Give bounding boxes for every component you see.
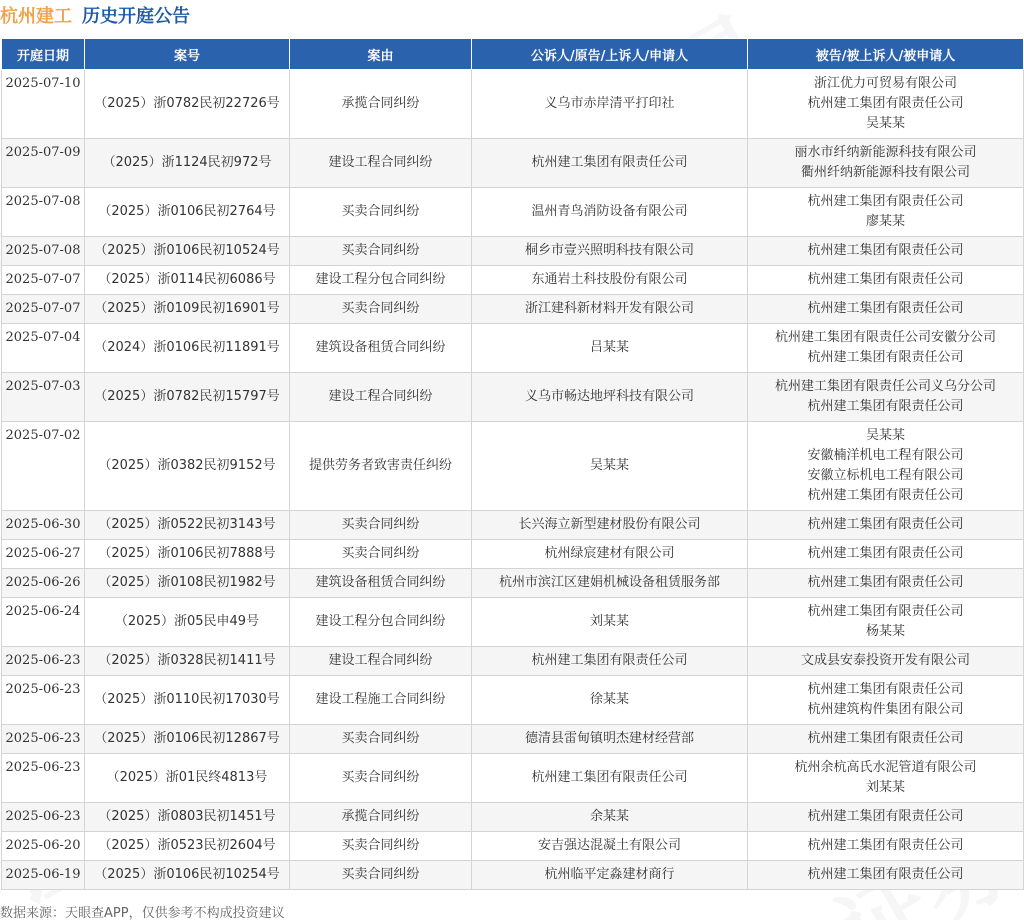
- column-header-date: 开庭日期: [2, 39, 85, 70]
- defendant-name: 安徽楠洋机电工程有限公司: [807, 448, 964, 463]
- table-row: [2, 569, 1024, 598]
- plaintiff-cell: [472, 569, 748, 598]
- plaintiff-cell: [472, 598, 748, 647]
- defendant-name: 杭州建工集团有限责任公司: [807, 731, 964, 746]
- defendant-name: 丽水市纤纳新能源科技有限公司: [794, 145, 977, 160]
- plaintiff-name: 徐某某: [589, 692, 629, 707]
- defendant-cell: [748, 569, 1024, 598]
- table-row: [2, 676, 1024, 725]
- case-cause: 承揽合同纠纷: [290, 803, 472, 832]
- plaintiff-name: 杭州绿宸建材有限公司: [544, 546, 675, 561]
- plaintiff-name: 吕某某: [589, 340, 629, 355]
- column-header-case-number: 案号: [85, 39, 290, 70]
- defendant-name: 杭州建工集团有限责任公司安徽分公司: [774, 330, 996, 345]
- plaintiff-cell: [472, 540, 748, 569]
- case-number: （2025）浙0522民初3143号: [85, 511, 290, 540]
- defendant-name: 杭州建工集团有限责任公司: [807, 546, 964, 561]
- table-row: [2, 725, 1024, 754]
- plaintiff-cell: [472, 511, 748, 540]
- case-cause: 建设工程施工合同纠纷: [290, 676, 472, 725]
- column-header-defendant: 被告/被上诉人/被申请人: [748, 39, 1024, 70]
- plaintiff-name: 浙江建科新材料开发有限公司: [524, 301, 694, 316]
- page-title: [0, 0, 190, 30]
- hearing-date: 2025-06-23: [2, 676, 85, 725]
- table-row: [2, 754, 1024, 803]
- plaintiff-cell: [472, 832, 748, 861]
- case-cause: 建设工程分包合同纠纷: [290, 598, 472, 647]
- hearing-date: 2025-06-23: [2, 754, 85, 803]
- company-name: 杭州建工: [0, 6, 72, 27]
- page-subtitle: 历史开庭公告: [82, 6, 190, 27]
- case-cause: 建设工程合同纠纷: [290, 139, 472, 188]
- case-cause: 买卖合同纠纷: [290, 511, 472, 540]
- plaintiff-name: 刘某某: [589, 614, 629, 629]
- case-cause: 买卖合同纠纷: [290, 861, 472, 890]
- case-cause: 买卖合同纠纷: [290, 237, 472, 266]
- hearing-date: 2025-07-04: [2, 324, 85, 373]
- plaintiff-cell: [472, 754, 748, 803]
- case-number: （2025）浙0328民初1411号: [85, 647, 290, 676]
- hearing-date: 2025-06-20: [2, 832, 85, 861]
- defendant-name: 文成县安泰投资开发有限公司: [800, 653, 970, 668]
- defendant-name: 杭州建工集团有限责任公司义乌分公司: [774, 379, 996, 394]
- table-header-row: [2, 39, 1024, 70]
- defendant-cell: [748, 861, 1024, 890]
- table-row: [2, 598, 1024, 647]
- case-number: （2025）浙0106民初2764号: [85, 188, 290, 237]
- case-number: （2025）浙0106民初10524号: [85, 237, 290, 266]
- plaintiff-cell: [472, 422, 748, 511]
- table-row: [2, 422, 1024, 511]
- hearing-date: 2025-06-23: [2, 647, 85, 676]
- plaintiff-name: 杭州建工集团有限责任公司: [531, 770, 688, 785]
- plaintiff-cell: [472, 188, 748, 237]
- plaintiff-name: 杭州建工集团有限责任公司: [531, 653, 688, 668]
- case-number: （2025）浙0114民初6086号: [85, 266, 290, 295]
- table-row: [2, 803, 1024, 832]
- defendant-name: 安徽立标机电工程有限公司: [807, 468, 964, 483]
- defendant-cell: [748, 754, 1024, 803]
- defendant-name: 杭州建工集团有限责任公司: [807, 488, 964, 503]
- case-number: （2025）浙0782民初22726号: [85, 70, 290, 139]
- plaintiff-name: 桐乡市壹兴照明科技有限公司: [524, 243, 694, 258]
- plaintiff-name: 杭州临平定淼建材商行: [544, 867, 675, 882]
- case-number: （2025）浙0523民初2604号: [85, 832, 290, 861]
- hearing-date: 2025-06-23: [2, 803, 85, 832]
- data-source-note: 数据来源：天眼查APP，仅供参考不构成投资建议: [0, 906, 285, 921]
- plaintiff-name: 安吉强达混凝土有限公司: [537, 838, 681, 853]
- hearing-date: 2025-07-03: [2, 373, 85, 422]
- defendant-name: 杭州建工集团有限责任公司: [807, 194, 964, 209]
- case-number: （2025）浙0803民初1451号: [85, 803, 290, 832]
- table-row: [2, 70, 1024, 139]
- hearing-date: 2025-07-10: [2, 70, 85, 139]
- plaintiff-cell: [472, 324, 748, 373]
- column-header-cause: 案由: [290, 39, 472, 70]
- defendant-cell: [748, 266, 1024, 295]
- table-row: [2, 139, 1024, 188]
- defendant-cell: [748, 598, 1024, 647]
- case-number: （2025）浙0382民初9152号: [85, 422, 290, 511]
- plaintiff-cell: [472, 237, 748, 266]
- hearing-date: 2025-06-19: [2, 861, 85, 890]
- case-number: （2025）浙0782民初15797号: [85, 373, 290, 422]
- case-cause: 买卖合同纠纷: [290, 832, 472, 861]
- hearing-date: 2025-07-02: [2, 422, 85, 511]
- case-number: （2025）浙0106民初12867号: [85, 725, 290, 754]
- defendant-name: 刘某某: [865, 780, 905, 795]
- case-cause: 建设工程合同纠纷: [290, 647, 472, 676]
- plaintiff-cell: [472, 725, 748, 754]
- hearing-date: 2025-07-07: [2, 266, 85, 295]
- table-row: [2, 832, 1024, 861]
- case-number: （2025）浙0110民初17030号: [85, 676, 290, 725]
- plaintiff-cell: [472, 647, 748, 676]
- plaintiff-name: 长兴海立新型建材股份有限公司: [518, 517, 701, 532]
- plaintiff-cell: [472, 373, 748, 422]
- defendant-cell: [748, 188, 1024, 237]
- table-row: [2, 266, 1024, 295]
- case-number: （2025）浙05民申49号: [85, 598, 290, 647]
- table-row: [2, 188, 1024, 237]
- defendant-name: 杭州建工集团有限责任公司: [807, 301, 964, 316]
- table-row: [2, 540, 1024, 569]
- defendant-name: 浙江优力可贸易有限公司: [813, 76, 957, 91]
- hearing-date: 2025-06-24: [2, 598, 85, 647]
- plaintiff-name: 吴某某: [589, 458, 629, 473]
- hearing-date: 2025-07-07: [2, 295, 85, 324]
- defendant-name: 杭州建工集团有限责任公司: [807, 575, 964, 590]
- defendant-cell: [748, 511, 1024, 540]
- hearing-date: 2025-06-30: [2, 511, 85, 540]
- defendant-name: 杭州建工集团有限责任公司: [807, 272, 964, 287]
- defendant-name: 杭州建工集团有限责任公司: [807, 517, 964, 532]
- plaintiff-cell: [472, 676, 748, 725]
- defendant-name: 杭州建工集团有限责任公司: [807, 604, 964, 619]
- case-number: （2025）浙01民终4813号: [85, 754, 290, 803]
- defendant-cell: [748, 725, 1024, 754]
- table-row: [2, 861, 1024, 890]
- defendant-cell: [748, 647, 1024, 676]
- court-notice-table: [1, 38, 1024, 890]
- hearing-date: 2025-06-23: [2, 725, 85, 754]
- plaintiff-cell: [472, 295, 748, 324]
- defendant-name: 衢州纤纳新能源科技有限公司: [800, 165, 970, 180]
- defendant-name: 杭州建工集团有限责任公司: [807, 243, 964, 258]
- defendant-name: 吴某某: [865, 116, 905, 131]
- defendant-cell: [748, 70, 1024, 139]
- plaintiff-name: 杭州市滨江区建娟机械设备租赁服务部: [498, 575, 720, 590]
- hearing-date: 2025-06-27: [2, 540, 85, 569]
- case-number: （2025）浙0106民初10254号: [85, 861, 290, 890]
- case-number: （2025）浙0108民初1982号: [85, 569, 290, 598]
- plaintiff-name: 义乌市赤岸清平打印社: [544, 96, 675, 111]
- plaintiff-name: 东通岩土科技股份有限公司: [531, 272, 688, 287]
- defendant-cell: [748, 324, 1024, 373]
- hearing-date: 2025-07-09: [2, 139, 85, 188]
- case-cause: 买卖合同纠纷: [290, 725, 472, 754]
- column-header-plaintiff: 公诉人/原告/上诉人/申请人: [472, 39, 748, 70]
- defendant-name: 廖某某: [865, 214, 905, 229]
- plaintiff-name: 德清县雷甸镇明杰建材经营部: [524, 731, 694, 746]
- case-cause: 买卖合同纠纷: [290, 540, 472, 569]
- plaintiff-name: 余某某: [589, 809, 629, 824]
- defendant-name: 杭州建筑构件集团有限公司: [807, 702, 964, 717]
- defendant-cell: [748, 540, 1024, 569]
- plaintiff-cell: [472, 139, 748, 188]
- plaintiff-name: 杭州建工集团有限责任公司: [531, 155, 688, 170]
- case-cause: 买卖合同纠纷: [290, 754, 472, 803]
- plaintiff-cell: [472, 266, 748, 295]
- case-cause: 建设工程分包合同纠纷: [290, 266, 472, 295]
- defendant-cell: [748, 422, 1024, 511]
- case-cause: 提供劳务者致害责任纠纷: [290, 422, 472, 511]
- case-cause: 建筑设备租赁合同纠纷: [290, 324, 472, 373]
- defendant-name: 杭州建工集团有限责任公司: [807, 682, 964, 697]
- case-number: （2025）浙0106民初7888号: [85, 540, 290, 569]
- defendant-name: 杭州建工集团有限责任公司: [807, 350, 964, 365]
- hearing-date: 2025-07-08: [2, 188, 85, 237]
- defendant-name: 杭州建工集团有限责任公司: [807, 96, 964, 111]
- defendant-name: 杭州建工集团有限责任公司: [807, 838, 964, 853]
- table-row: [2, 373, 1024, 422]
- table-row: [2, 511, 1024, 540]
- case-cause: 建设工程合同纠纷: [290, 373, 472, 422]
- hearing-date: 2025-07-08: [2, 237, 85, 266]
- case-cause: 承揽合同纠纷: [290, 70, 472, 139]
- defendant-name: 杭州建工集团有限责任公司: [807, 867, 964, 882]
- defendant-name: 杭州建工集团有限责任公司: [807, 399, 964, 414]
- table-row: [2, 324, 1024, 373]
- defendant-cell: [748, 237, 1024, 266]
- defendant-cell: [748, 832, 1024, 861]
- hearing-date: 2025-06-26: [2, 569, 85, 598]
- defendant-cell: [748, 295, 1024, 324]
- case-number: （2025）浙0109民初16901号: [85, 295, 290, 324]
- defendant-name: 吴某某: [865, 428, 905, 443]
- table-row: [2, 295, 1024, 324]
- plaintiff-cell: [472, 861, 748, 890]
- plaintiff-cell: [472, 803, 748, 832]
- table-row: [2, 647, 1024, 676]
- case-cause: 买卖合同纠纷: [290, 295, 472, 324]
- defendant-cell: [748, 139, 1024, 188]
- table-row: [2, 237, 1024, 266]
- case-number: （2024）浙0106民初11891号: [85, 324, 290, 373]
- case-cause: 建筑设备租赁合同纠纷: [290, 569, 472, 598]
- defendant-name: 杭州建工集团有限责任公司: [807, 809, 964, 824]
- defendant-name: 杭州余杭高氏水泥管道有限公司: [794, 760, 977, 775]
- case-cause: 买卖合同纠纷: [290, 188, 472, 237]
- defendant-name: 杨某某: [865, 624, 905, 639]
- plaintiff-name: 温州青鸟消防设备有限公司: [531, 204, 688, 219]
- defendant-cell: [748, 676, 1024, 725]
- case-number: （2025）浙1124民初972号: [85, 139, 290, 188]
- defendant-cell: [748, 373, 1024, 422]
- plaintiff-name: 义乌市畅达地坪科技有限公司: [524, 389, 694, 404]
- defendant-cell: [748, 803, 1024, 832]
- plaintiff-cell: [472, 70, 748, 139]
